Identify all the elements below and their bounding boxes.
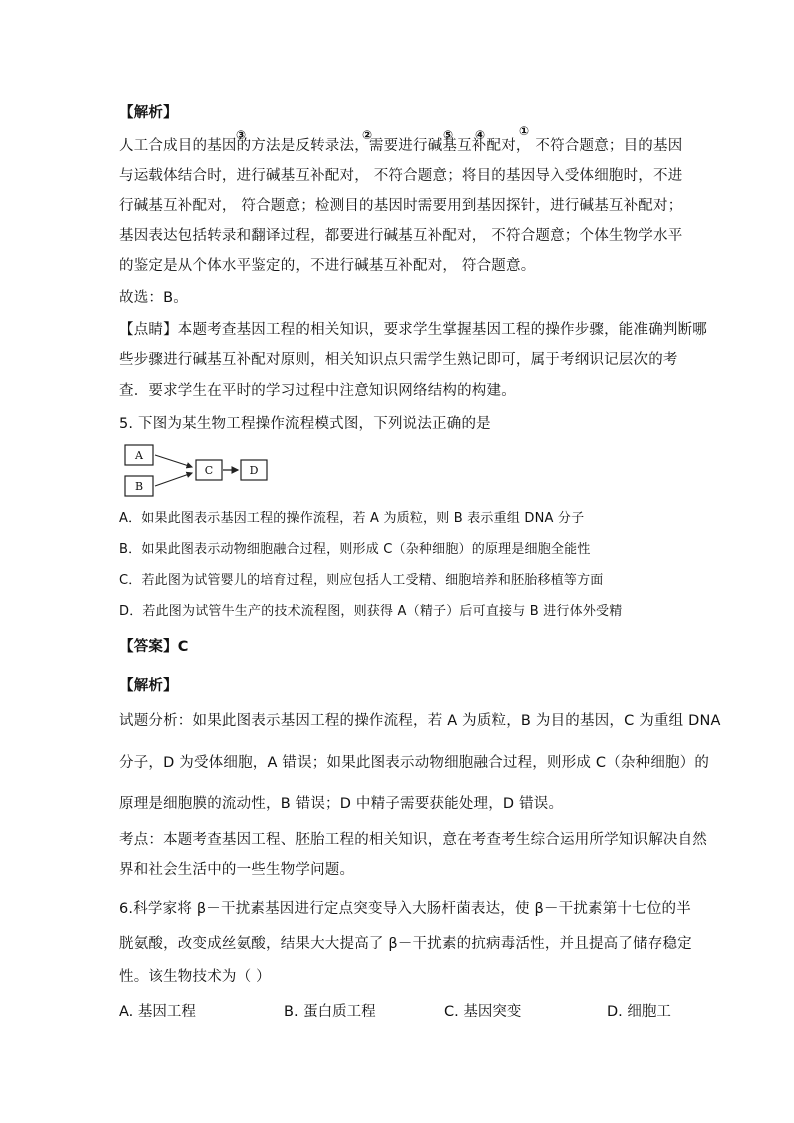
marker-3: ③ <box>236 128 247 142</box>
q5-kaodian-line-2: 界和社会生活中的一些生物学问题。 <box>119 862 355 878</box>
q5-analysis-line-2: 分子，D 为受体细胞，A 错误；如果此图表示动物细胞融合过程，则形成 C（杂种细胞）的 <box>119 755 710 771</box>
q5-option-b: B．如果此图表示动物细胞融合过程，则形成 C（杂种细胞）的原理是细胞全能性 <box>119 542 591 557</box>
analysis-line-1: 人工合成目的基因的方法是反转录法，需要进行碱基互补配对， 不符合题意；目的基因 <box>119 138 683 154</box>
marker-2: ② <box>362 128 373 142</box>
q6-stem-line-1: 6.科学家将 β－干扰素基因进行定点突变导入大肠杆菌表达，使 β－干扰素第十七位的半 <box>119 901 691 917</box>
box-a-label: A <box>135 449 143 462</box>
arrow-b-to-c <box>155 473 192 486</box>
q6-option-b: B. 蛋白质工程 <box>284 1004 376 1020</box>
q6-option-d: D. 细胞工 <box>607 1004 671 1020</box>
q6-stem-line-2: 胱氨酸，改变成丝氨酸，结果大大提高了 β－干扰素的抗病毒活性，并且提高了储存稳定 <box>119 936 692 952</box>
marker-4: ④ <box>475 128 486 142</box>
q5-analysis-heading: 【解析】 <box>119 678 178 694</box>
box-d-label: D <box>249 464 259 477</box>
comment-line-1: 【点睛】本题考查基因工程的相关知识，要求学生掌握基因工程的操作步骤，能准确判断哪 <box>119 322 707 338</box>
analysis-line-4: 基因表达包括转录和翻译过程，都要进行碱基互补配对， 不符合题意；个体生物学水平 <box>119 228 683 244</box>
analysis-line-5: 的鉴定是从个体水平鉴定的，不进行碱基互补配对， 符合题意。 <box>119 258 536 274</box>
marker-5: ⑤ <box>443 128 454 142</box>
box-b <box>125 476 153 496</box>
box-c-label: C <box>204 464 214 477</box>
box-c <box>196 460 222 480</box>
analysis-conclusion: 故选：B。 <box>119 290 188 306</box>
box-d <box>241 460 267 480</box>
q5-option-a: A．如果此图表示基因工程的操作流程，若 A 为质粒，则 B 表示重组 DNA 分子 <box>119 511 585 526</box>
comment-line-2: 些步骤进行碱基互补配对原则，相关知识点只需学生熟记即可，属于考纲识记层次的考 <box>119 352 678 368</box>
q5-stem: 5. 下图为某生物工程操作流程模式图，下列说法正确的是 <box>119 416 491 432</box>
arrow-a-to-c <box>155 455 192 467</box>
q5-analysis-line-3: 原理是细胞膜的流动性，B 错误；D 中精子需要获能处理，D 错误。 <box>119 796 564 812</box>
q6-option-c: C. 基因突变 <box>444 1004 522 1020</box>
marker-1: ① <box>519 124 530 138</box>
analysis-line-2: 与运载体结合时，进行碱基互补配对， 不符合题意；将目的基因导入受体细胞时，不进 <box>119 168 683 184</box>
q5-answer: 【答案】C <box>119 639 189 655</box>
q5-flow-diagram <box>122 443 272 499</box>
q5-analysis-line-1: 试题分析：如果此图表示基因工程的操作流程，若 A 为质粒，B 为目的基因，C 为重组 DNA <box>119 713 721 729</box>
box-a <box>125 445 153 465</box>
box-b-label: B <box>134 480 144 493</box>
analysis-heading: 【解析】 <box>119 105 178 121</box>
q5-kaodian-line-1: 考点：本题考查基因工程、胚胎工程的相关知识，意在考查考生综合运用所学知识解决自然 <box>119 832 707 848</box>
q6-stem-line-3: 性。该生物技术为（ ） <box>119 969 271 985</box>
comment-line-3: 查．要求学生在平时的学习过程中注意知识网络结构的构建。 <box>119 383 516 399</box>
q5-option-d: D．若此图为试管牛生产的技术流程图，则获得 A（精子）后可直接与 B 进行体外受精 <box>119 604 623 619</box>
q5-option-c: C．若此图为试管婴儿的培育过程，则应包括人工受精、细胞培养和胚胎移植等方面 <box>119 573 604 588</box>
q6-option-a: A. 基因工程 <box>119 1004 196 1020</box>
analysis-line-3: 行碱基互补配对， 符合题意；检测目的基因时需要用到基因探针，进行碱基互补配对； <box>119 198 683 214</box>
